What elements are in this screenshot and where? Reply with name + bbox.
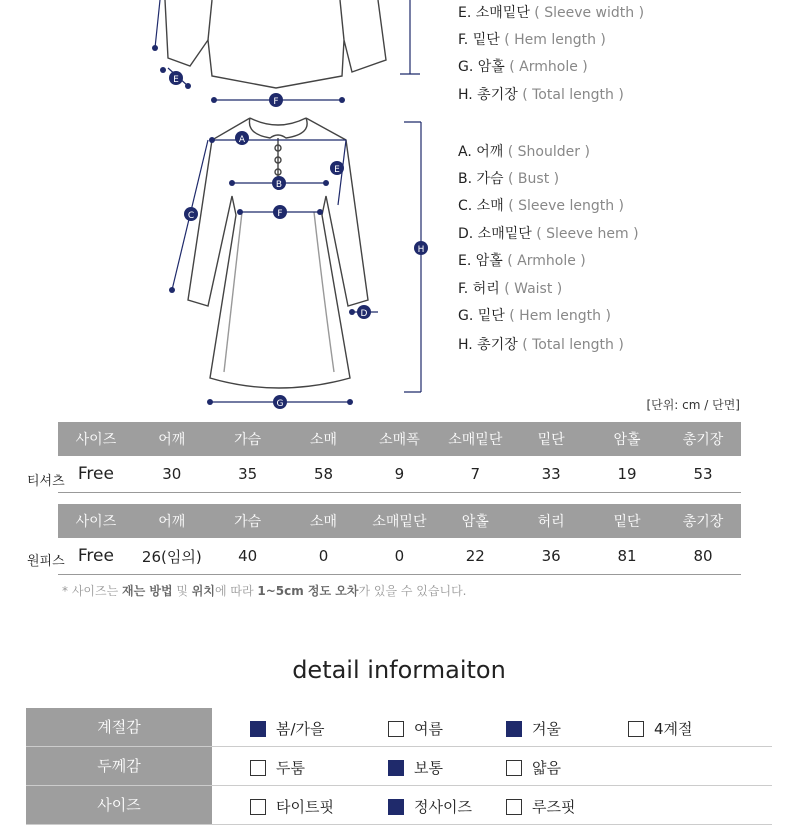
detail-title: detail informaiton [292, 656, 506, 684]
table-cell: 81 [589, 538, 665, 575]
table-row [58, 456, 741, 493]
tshirt-row-label: 티셔츠 [27, 474, 65, 489]
table-header: 총기장 [665, 504, 741, 538]
legend-item: F. 허리 ( Waist ) [458, 281, 563, 297]
table-header: 허리 [513, 504, 589, 538]
option-loose-fit[interactable]: 루즈핏 [506, 796, 575, 817]
table-cell: Free [58, 456, 134, 493]
table-header: 어깨 [134, 422, 210, 456]
detail-label: 사이즈 [26, 786, 212, 824]
table-cell: 58 [286, 456, 362, 493]
dress-letter-b: B [275, 180, 283, 190]
checkbox[interactable] [250, 799, 266, 815]
option-spring-fall[interactable]: 봄/가을 [250, 718, 325, 739]
shirt-letter-f: F [273, 97, 279, 107]
table-row [58, 538, 741, 575]
legend-item: E. 암홀 ( Armhole ) [458, 253, 586, 269]
detail-row-fit [26, 786, 772, 825]
detail-label: 두께감 [26, 747, 212, 785]
table-header: 소매밑단 [362, 504, 438, 538]
checkbox[interactable] [250, 760, 266, 776]
table-cell: 9 [362, 456, 438, 493]
table-header: 소매 [286, 504, 362, 538]
legend-item: H. 총기장 ( Total length ) [458, 87, 624, 103]
option-thick[interactable]: 두툼 [250, 757, 305, 778]
dress-letter-f: F [277, 209, 283, 219]
legend-item: G. 밑단 ( Hem length ) [458, 308, 611, 324]
table-header: 암홀 [437, 504, 513, 538]
legend-item: G. 암홀 ( Armhole ) [458, 59, 588, 75]
dress-letter-c: C [187, 211, 195, 221]
table-header: 사이즈 [58, 422, 134, 456]
table-header: 총기장 [665, 422, 741, 456]
table-cell: 19 [589, 456, 665, 493]
dress-letter-h: H [417, 245, 425, 255]
tshirt-size-table [58, 422, 741, 493]
option-summer[interactable]: 여름 [388, 718, 443, 739]
dress-row-label: 원피스 [27, 554, 65, 569]
table-cell: Free [58, 538, 134, 575]
unit-note: [단위: cm / 단면] [646, 398, 740, 412]
legend-item: C. 소매 ( Sleeve length ) [458, 198, 624, 214]
shirt-letter-e: E [173, 75, 179, 85]
legend-item: D. 소매밑단 ( Sleeve hem ) [458, 226, 639, 242]
table-header: 밑단 [513, 422, 589, 456]
table-header: 소매폭 [362, 422, 438, 456]
table-cell: 36 [513, 538, 589, 575]
legend-item: E. 소매밑단 ( Sleeve width ) [458, 5, 645, 21]
dress-size-table [58, 504, 741, 575]
size-note: * 사이즈는 재는 방법 및 위치에 따라 1~5cm 정도 오차가 있을 수 있습니다. [62, 584, 467, 598]
table-cell: 7 [437, 456, 513, 493]
table-cell: 40 [210, 538, 286, 575]
table-header: 암홀 [589, 422, 665, 456]
checkbox[interactable] [388, 760, 404, 776]
shirt-diagram [165, 0, 386, 88]
dress-diagram [188, 118, 368, 388]
table-cell: 33 [513, 456, 589, 493]
detail-row-season [26, 708, 772, 747]
detail-label: 계절감 [26, 708, 212, 746]
option-all-season[interactable]: 4계절 [628, 718, 693, 739]
table-cell: 22 [437, 538, 513, 575]
checkbox[interactable] [506, 760, 522, 776]
table-cell: 30 [134, 456, 210, 493]
table-cell: 35 [210, 456, 286, 493]
dress-letter-a: A [238, 135, 246, 145]
table-header: 어깨 [134, 504, 210, 538]
checkbox[interactable] [388, 721, 404, 737]
option-medium[interactable]: 보통 [388, 757, 443, 778]
checkbox[interactable] [506, 721, 522, 737]
table-header: 가슴 [210, 422, 286, 456]
table-cell: 26(임의) [134, 538, 210, 575]
table-cell: 0 [286, 538, 362, 575]
table-header: 가슴 [210, 504, 286, 538]
option-regular-fit[interactable]: 정사이즈 [388, 796, 472, 817]
checkbox[interactable] [628, 721, 644, 737]
table-cell: 53 [665, 456, 741, 493]
table-header: 소매밑단 [437, 422, 513, 456]
table-header: 사이즈 [58, 504, 134, 538]
dress-letter-d: D [360, 309, 368, 319]
table-cell: 0 [362, 538, 438, 575]
dress-letter-e: E [334, 165, 340, 175]
legend-item: F. 밑단 ( Hem length ) [458, 32, 606, 48]
legend-item: A. 어깨 ( Shoulder ) [458, 144, 590, 160]
checkbox[interactable] [250, 721, 266, 737]
legend-item: H. 총기장 ( Total length ) [458, 337, 624, 353]
checkbox[interactable] [506, 799, 522, 815]
table-header: 밑단 [589, 504, 665, 538]
option-winter[interactable]: 겨울 [506, 718, 561, 739]
option-tight-fit[interactable]: 타이트핏 [250, 796, 334, 817]
table-header: 소매 [286, 422, 362, 456]
legend-item: B. 가슴 ( Bust ) [458, 171, 560, 187]
dress-letter-g: G [276, 399, 284, 409]
table-cell: 80 [665, 538, 741, 575]
detail-row-thickness [26, 747, 772, 786]
checkbox[interactable] [388, 799, 404, 815]
option-thin[interactable]: 얇음 [506, 757, 561, 778]
